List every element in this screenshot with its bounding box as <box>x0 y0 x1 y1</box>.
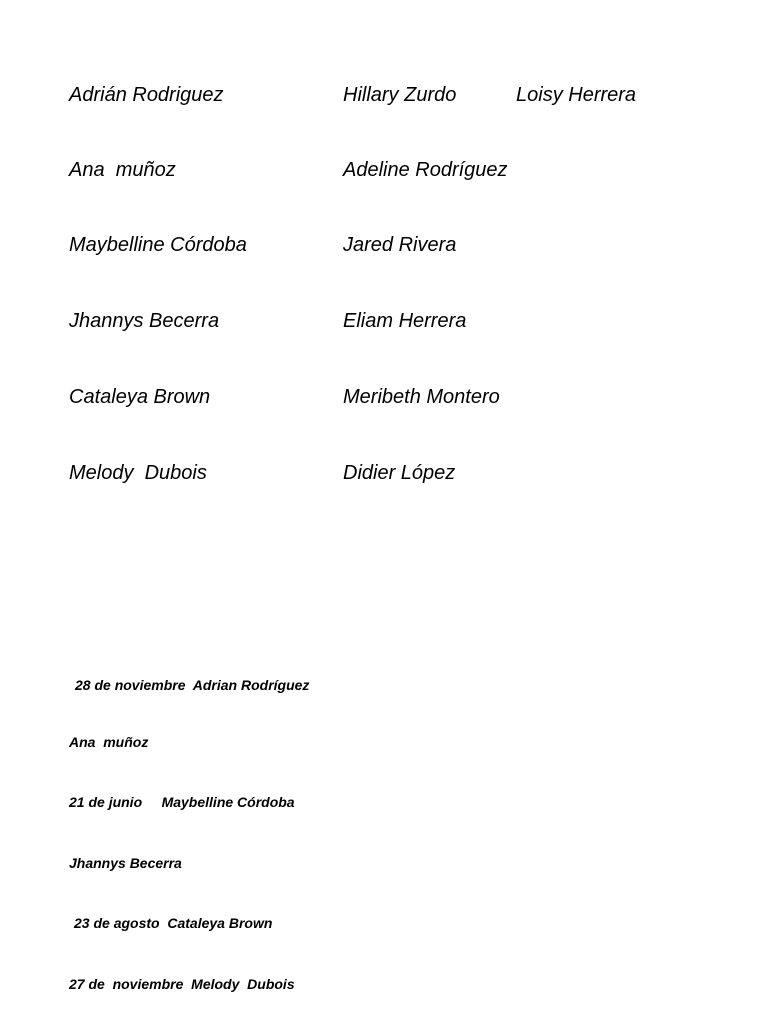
name-adeline-rodriguez: Adeline Rodríguez <box>343 159 508 181</box>
birthday-line-jhannys: Jhannys Becerra <box>69 855 182 871</box>
name-cataleya-brown: Cataleya Brown <box>69 386 211 408</box>
name-loisy-herrera: Loisy Herrera <box>516 84 637 106</box>
name-adrian-rodriguez: Adrián Rodriguez <box>69 84 224 106</box>
name-jared-rivera: Jared Rivera <box>343 234 457 256</box>
name-hillary-zurdo: Hillary Zurdo <box>343 84 457 106</box>
name-eliam-herrera: Eliam Herrera <box>343 310 467 332</box>
birthday-line-melody: 27 de noviembre Melody Dubois <box>69 976 295 992</box>
name-maybelline-cordoba: Maybelline Córdoba <box>69 234 247 256</box>
name-jhannys-becerra: Jhannys Becerra <box>69 310 220 332</box>
name-melody-dubois: Melody Dubois <box>69 462 207 484</box>
birthday-line-cataleya: 23 de agosto Cataleya Brown <box>74 915 273 931</box>
name-ana-munoz: Ana muñoz <box>69 159 176 181</box>
name-didier-lopez: Didier López <box>343 462 456 484</box>
birthday-line-maybelline: 21 de junio Maybelline Córdoba <box>69 794 295 810</box>
name-meribeth-montero: Meribeth Montero <box>343 386 500 408</box>
birthday-line-ana: Ana muñoz <box>69 734 149 750</box>
birthday-line-adrian: 28 de noviembre Adrian Rodríguez <box>75 677 310 693</box>
